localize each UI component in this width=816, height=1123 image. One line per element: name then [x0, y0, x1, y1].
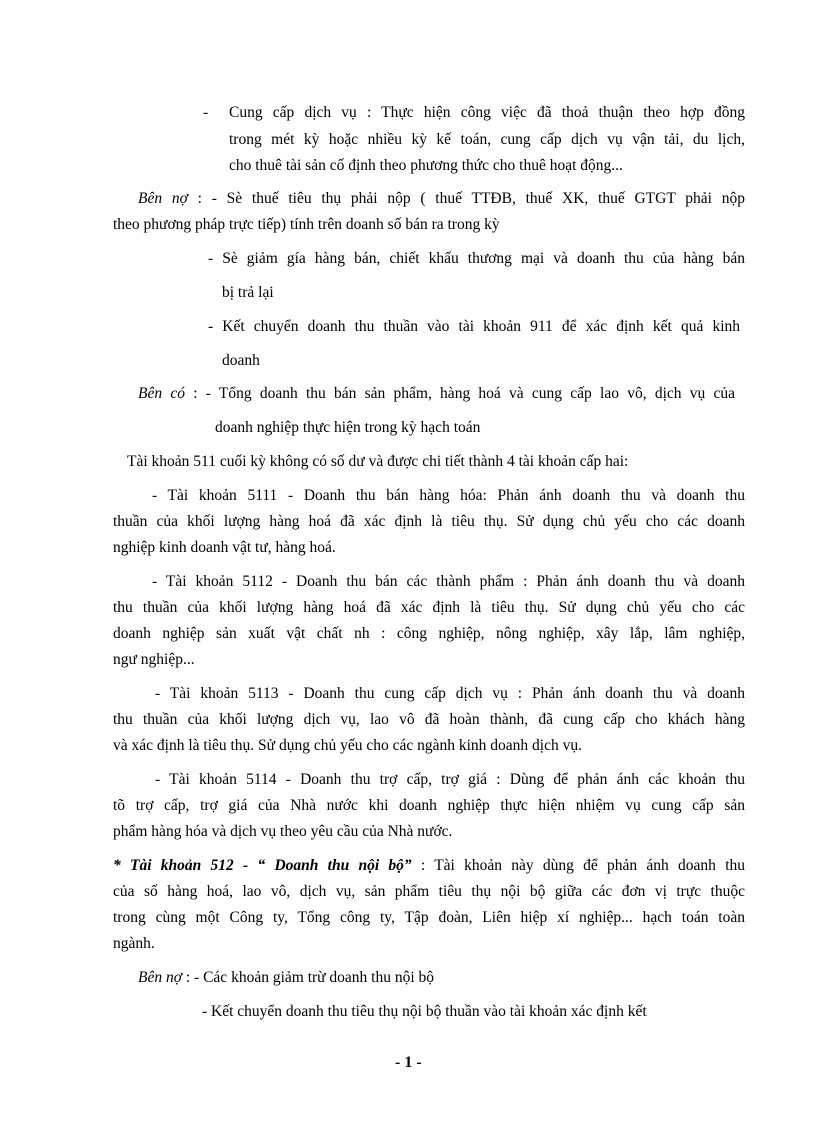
text-line: ngư nghiệp...: [113, 651, 195, 668]
text-line: cho thuê tài sản cố định theo phương thức cho thuê hoạt động...: [229, 157, 623, 174]
text-line: - Sè giảm gía hàng bán, chiết khấu thương mại và doanh thu của hàng bán: [208, 250, 745, 267]
bullet-dash: -: [203, 104, 209, 121]
text-line-ben-co: [138, 385, 735, 403]
text-line: nghiệp kinh doanh vật tư, hàng hoá.: [113, 539, 336, 556]
text-line: tõ trợ cấp, trợ giá của Nhà nước khi doanh nghiệp thực hiện nhiệm vụ cung cấp sản: [113, 797, 745, 814]
text-line: doanh nghiệp sản xuất vật chất nh : công nghiệp, nông nghiệp, xây lắp, lâm nghiệp,: [113, 625, 745, 642]
label-ben-co: Bên có: [138, 385, 185, 402]
text-line: Tài khoản 511 cuối kỳ không có số dư và được chi tiết thành 4 tài khoản cấp hai:: [127, 453, 629, 470]
text-line: trong cùng một Công ty, Tổng công ty, Tập đoàn, Liên hiệp xí nghiệp... hạch toán toàn: [113, 909, 745, 926]
text-line: doanh nghiệp thực hiện trong kỳ hạch toán: [215, 419, 481, 436]
text-line: doanh: [222, 352, 260, 369]
text-line: - Tài khoản 5113 - Doanh thu cung cấp dịch vụ : Phản ánh doanh thu và doanh: [155, 685, 745, 702]
text-line: bị trả lại: [222, 284, 274, 301]
text-line: thuần của khối lượng hàng hoá đã xác định là tiêu thụ. Sử dụng chủ yếu cho các doanh: [113, 513, 745, 530]
text: : - Tổng doanh thu bán sản phẩm, hàng hoá và cung cấp lao vô, dịch vụ của: [184, 385, 735, 402]
text-line-account-512: [113, 857, 745, 875]
text-line: - Kết chuyển doanh thu thuần vào tài khoản 911 để xác định kết quả kinh: [208, 318, 740, 335]
text-line-ben-no: [138, 190, 745, 208]
text-line: và xác định là tiêu thụ. Sử dụng chủ yếu cho các ngành kinh doanh dịch vụ.: [113, 737, 582, 754]
text-line: phẩm hàng hóa và dịch vụ theo yêu cầu của Nhà nước.: [113, 823, 453, 840]
text: : Tài khoản này dùng để phản ánh doanh thu: [411, 857, 745, 874]
text: : - Các khoản giảm trừ doanh thu nội bộ: [182, 969, 435, 986]
text-line: thu thuần của khối lượng hàng hoá đã xác định là tiêu thụ. Sử dụng chủ yếu cho các: [113, 599, 745, 616]
text-line: của số hàng hoá, lao vô, dịch vụ, sản phẩm tiêu thụ nội bộ giữa các đơn vị trực thuộc: [113, 883, 745, 900]
text-line: - Kết chuyển doanh thu tiêu thụ nội bộ thuần vào tài khoản xác định kết: [202, 1003, 647, 1020]
text-line: Cung cấp dịch vụ : Thực hiện công việc đã thoả thuận theo hợp đồng: [229, 104, 745, 121]
text-line: thu thuần của khối lượng dịch vụ, lao vô đã hoàn thành, đã cung cấp cho khách hàng: [113, 711, 745, 728]
label-ben-no: Bên nợ: [138, 190, 188, 207]
text-line: - Tài khoản 5112 - Doanh thu bán các thành phẩm : Phản ánh doanh thu và doanh: [152, 573, 745, 590]
text-line: - Tài khoản 5111 - Doanh thu bán hàng hóa: Phản ánh doanh thu và doanh thu: [152, 487, 745, 504]
text-line-ben-no: [138, 969, 434, 987]
heading-account-512: * Tài khoản 512 - “ Doanh thu nội bộ”: [113, 857, 412, 874]
label-ben-no: Bên nợ: [138, 969, 182, 986]
text-line: trong mét kỳ hoặc nhiều kỳ kế toán, cung cấp dịch vụ vận tải, du lịch,: [229, 131, 745, 148]
text: : - Sè thuế tiêu thụ phải nộp ( thuế TTĐB, thuế XK, thuế GTGT phải nộp: [187, 190, 745, 207]
text-line: - Tài khoản 5114 - Doanh thu trợ cấp, trợ giá : Dùng để phản ánh các khoản thu: [155, 771, 745, 788]
text-line: ngành.: [113, 935, 155, 952]
text-line: theo phương pháp trực tiếp) tính trên doanh số bán ra trong kỳ: [113, 216, 500, 233]
page-number: - 1 -: [395, 1054, 422, 1071]
